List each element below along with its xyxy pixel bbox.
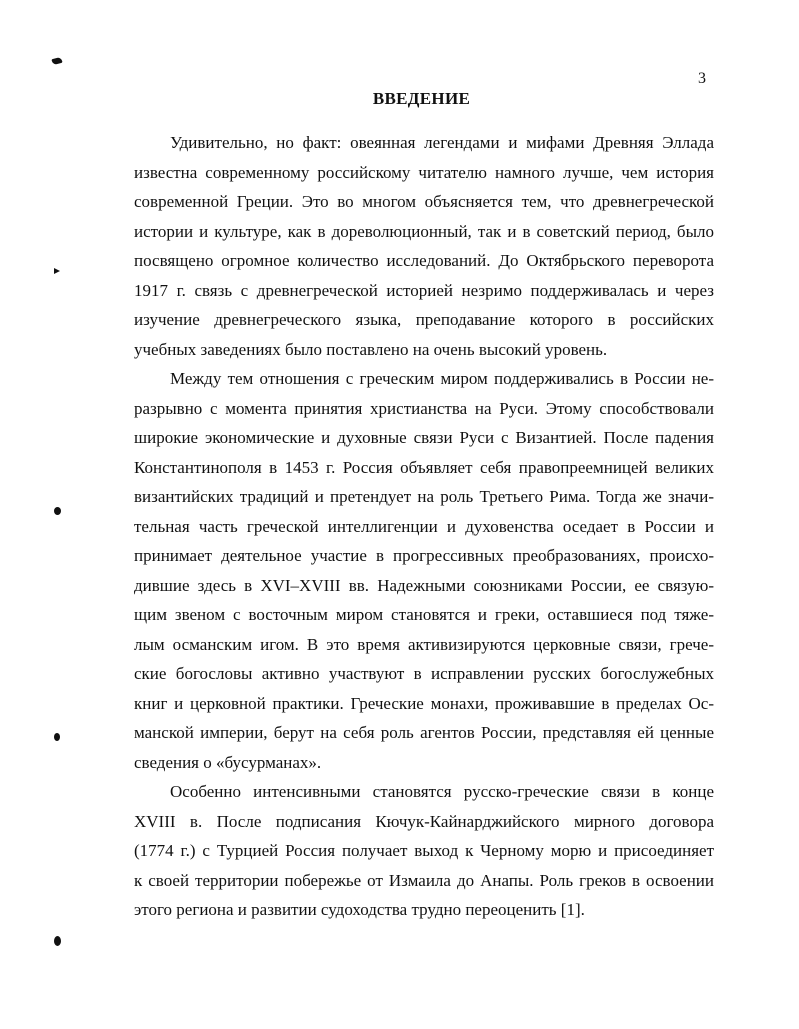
text-line: XVIII в. После подписания Кючук-Кайнарджийского мирного договора bbox=[134, 811, 714, 831]
text-line: разрывно с момента принятия христианства на Руси. Этому способствовали bbox=[134, 398, 714, 418]
text-line: византийских традиций и претендует на роль Третьего Рима. Тогда же значи- bbox=[134, 487, 714, 506]
text-line: этого региона и развитии судоходства трудно переоценить [1]. bbox=[134, 900, 585, 919]
text-line: известна современному российскому читателю намного лучше, чем история bbox=[134, 162, 714, 182]
text-line: современной Греции. Это во многом объясняется тем, что древнегреческой bbox=[134, 192, 714, 211]
text-line: книг и церковной практики. Греческие монахи, проживавшие в пределах Ос- bbox=[134, 693, 714, 713]
text-line: тельная часть греческой интеллигенции и духовенства оседает в России и bbox=[134, 516, 714, 536]
text-line: посвящено огромное количество исследований. До Октябрьского переворота bbox=[134, 251, 714, 270]
body-text bbox=[134, 128, 714, 925]
text-line: принимает деятельное участие в прогрессивных преобразованиях, происхо- bbox=[134, 546, 714, 565]
text-line: широкие экономические и духовные связи Руси с Византией. После падения bbox=[134, 428, 714, 447]
scan-mark bbox=[54, 733, 60, 741]
text-line: лым османским игом. В это время активизируются церковные связи, грече- bbox=[134, 634, 714, 654]
text-line: (1774 г.) с Турцией Россия получает выход к Черному морю и присоединяет bbox=[134, 841, 714, 860]
text-line: сведения о «бусурманах». bbox=[134, 752, 322, 772]
text-line: 1917 г. связь с древнегреческой историей незримо поддерживалась и через bbox=[134, 280, 714, 300]
text-line: Между тем отношения с греческим миром поддерживались в России не- bbox=[170, 369, 714, 388]
scan-mark bbox=[54, 507, 61, 515]
page-number: 3 bbox=[698, 70, 706, 87]
text-line: дившие здесь в XVI–XVIII вв. Надежными союзниками России, ее связую- bbox=[134, 575, 714, 595]
text-line: Константинополя в 1453 г. Россия объявляет себя правопреемницей великих bbox=[134, 457, 714, 477]
text-line: манской империи, берут на себя роль агентов России, представляя ей ценные bbox=[134, 723, 714, 742]
scan-mark bbox=[54, 936, 61, 946]
text-line: к своей территории побережье от Измаила до Анапы. Роль греков в освоении bbox=[134, 870, 714, 890]
text-line: Особенно интенсивными становятся русско-греческие связи в конце bbox=[170, 782, 714, 801]
page-title: ВВЕДЕНИЕ bbox=[372, 89, 471, 108]
text-line: истории и культуре, как в дореволюционный, так и в советский период, было bbox=[134, 221, 714, 241]
text-line: изучение древнегреческого языка, преподавание которого в российских bbox=[134, 310, 714, 329]
text-line: ские богословы активно участвуют в исправлении русских богослужебных bbox=[134, 664, 714, 683]
text-line: Удивительно, но факт: овеянная легендами и мифами Древняя Эллада bbox=[170, 133, 714, 152]
scan-mark bbox=[51, 57, 62, 65]
text-line: щим звеном с восточным миром становятся и греки, оставшиеся под тяже- bbox=[134, 605, 714, 624]
scan-mark bbox=[54, 268, 60, 274]
text-line: учебных заведениях было поставлено на очень высокий уровень. bbox=[134, 339, 608, 359]
